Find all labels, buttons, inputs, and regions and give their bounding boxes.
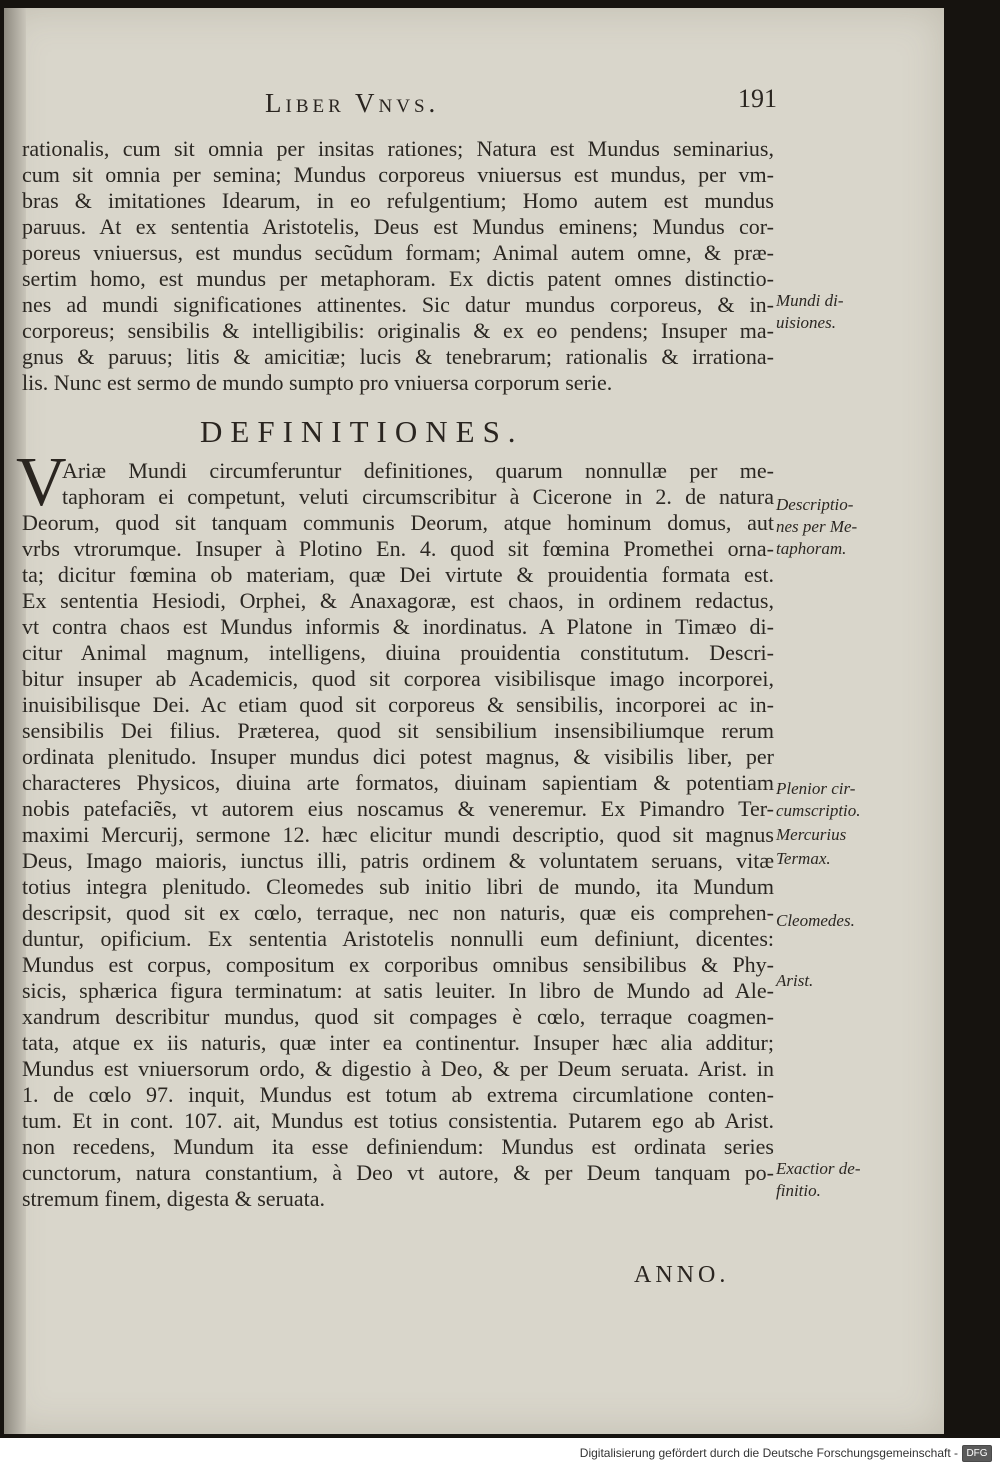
marginal-note: taphoram. (776, 539, 847, 558)
text-line: nobis patefaciẽs, vt autorem eius noscamus & veneremur. Ex Pimandro Ter- (22, 796, 774, 821)
text-line: cum sit omnia per semina; Mundus corporeus vniuersus est mundus, per vm- (22, 162, 774, 187)
text-line: bitur insuper ab Academicis, quod sit corporea visibilisque imago incorporei, (22, 666, 774, 691)
dfg-logo[interactable]: DFG (962, 1445, 992, 1462)
text-line: vrbs vtrorumque. Insuper à Plotino En. 4. quod sit fœmina Promethei orna- (22, 536, 774, 561)
text-line: ta; dicitur fœmina ob materiam, quæ Dei virtute & prouidentia formata est. (22, 562, 774, 587)
text-line: lis. Nunc est sermo de mundo sumpto pro vniuersa corporum serie. (22, 370, 613, 395)
footer-bar (0, 1438, 1000, 1468)
drop-cap: V (16, 444, 67, 521)
text-line: sicis, sphærica figura terminatum: at satis leuiter. In libro de Mundo ad Ale- (22, 978, 774, 1003)
marginal-note: nes per Me- (776, 517, 858, 536)
text-line: duntur, opificium. Ex sententia Aristotelis nonnulli eum definiunt, dicentes: (22, 926, 774, 951)
text-line: paruus. At ex sententia Aristotelis, Deus est Mundus eminens; Mundus cor- (22, 214, 774, 239)
text-line: characteres Physicos, diuina arte formatos, diuinam sapientiam & potentiam (22, 770, 774, 795)
page-number: 191 (738, 84, 777, 113)
running-header: Liber Vnvs. (265, 88, 440, 118)
text-line: rationalis, cum sit omnia per insitas rationes; Natura est Mundus seminarius, (22, 136, 774, 161)
text-line: gnus & paruus; litis & amicitiæ; lucis & tenebrarum; rationalis & irrationa- (22, 344, 774, 369)
marginal-note: Exactior de- (776, 1159, 861, 1178)
text-line: Ariæ Mundi circumferuntur definitiones, quarum nonnullæ per me- (62, 458, 774, 483)
text-line: vt contra chaos est Mundus informis & inordinatus. A Platone in Timæo di- (22, 614, 774, 639)
text-line: Mundus est corpus, compositum ex corporibus omnibus sensibilibus & Phy- (22, 952, 774, 977)
text-line: Mundus est vniuersorum ordo, & digestio à Deo, & per Deum seruata. Arist. in (22, 1056, 774, 1081)
marginal-note: cumscriptio. (776, 801, 861, 820)
marginal-note: Mundi di- (776, 291, 844, 310)
catchword: ANNO. (634, 1262, 730, 1288)
marginal-note: Cleomedes. (776, 911, 855, 930)
section-heading: DEFINITIONES. (200, 414, 524, 449)
marginal-note: finitio. (776, 1181, 821, 1200)
text-line: ordinata plenitudo. Insuper mundus dici potest magnus, & visibilis liber, per (22, 744, 774, 769)
text-line: sensibilis Dei filius. Præterea, quod sit sensibilium insensibiliumque rerum (22, 718, 774, 743)
text-line: stremum finem, digesta & seruata. (22, 1186, 326, 1211)
text-line: tum. Et in cont. 107. ait, Mundus est totius consistentia. Putarem ego ab Arist. (22, 1108, 774, 1133)
marginal-note: Arist. (776, 971, 814, 990)
marginal-note: Plenior cir- (776, 779, 856, 798)
text-line: descripsit, quod sit ex cœlo, terraque, nec non naturis, quæ eis comprehen- (22, 900, 774, 925)
text-line: tata, atque ex iis naturis, quæ inter ea continentur. Insuper hæc alia additur; (22, 1030, 774, 1055)
text-line: citur Animal magnum, intelligens, diuina prouidentia constitutum. Descri- (22, 640, 774, 665)
text-line: 1. de cœlo 97. inquit, Mundus est totum ab extrema circumlatione conten- (22, 1082, 774, 1107)
funding-credit: Digitalisierung gefördert durch die Deutsche Forschungsgemeinschaft - (579, 1446, 958, 1460)
text-line: maximi Mercurij, sermone 12. hæc elicitur mundi descriptio, quod sit magnus (22, 822, 774, 847)
text-line: inuisibilisque Dei. Ac etiam quod sit corporeus & sensibilis, incorporei ac in- (22, 692, 774, 717)
marginal-note: Descriptio- (776, 495, 854, 514)
marginal-note: Termax. (776, 849, 831, 868)
text-line: poreus vniuersus, est mundus secũdum formam; Animal autem omne, & præ- (22, 240, 774, 265)
marginal-note: uisiones. (776, 313, 836, 332)
text-line: totius integra plenitudo. Cleomedes sub initio libri de mundo, ita Mundum (22, 874, 774, 899)
text-line: sertim homo, est mundus per metaphoram. Ex dictis patent omnes distinctio- (22, 266, 774, 291)
text-line: cunctorum, natura constantium, à Deo vt autore, & per Deum tanquam po- (22, 1160, 774, 1185)
text-line: xandrum describitur mundus, quod sit compages è cœlo, terraque coagmen- (22, 1004, 774, 1029)
text-line: Ex sententia Hesiodi, Orphei, & Anaxagoræ, est chaos, in ordinem redactus, (22, 588, 774, 613)
text-line: non recedens, Mundum ita esse definiendum: Mundus est ordinata series (22, 1134, 774, 1159)
text-line: nes ad mundi significationes attinentes. Sic datur mundus corporeus, & in- (22, 292, 774, 317)
text-line: corporeus; sensibilis & intelligibilis: originalis & ex eo pendens; Insuper ma- (22, 318, 774, 343)
text-line: Deus, Imago maioris, iunctus illi, patris ordinem & voluntatem seruans, vitæ (22, 848, 774, 873)
text-line: bras & imitationes Idearum, in eo refulgentium; Homo autem est mundus (22, 188, 774, 213)
text-line: Deorum, quod sit tanquam communis Deorum, atque hominum domus, aut (22, 510, 774, 535)
marginal-note: Mercurius (776, 825, 847, 844)
text-line: taphoram ei competunt, veluti circumscribitur à Cicerone in 2. de natura (62, 484, 774, 509)
